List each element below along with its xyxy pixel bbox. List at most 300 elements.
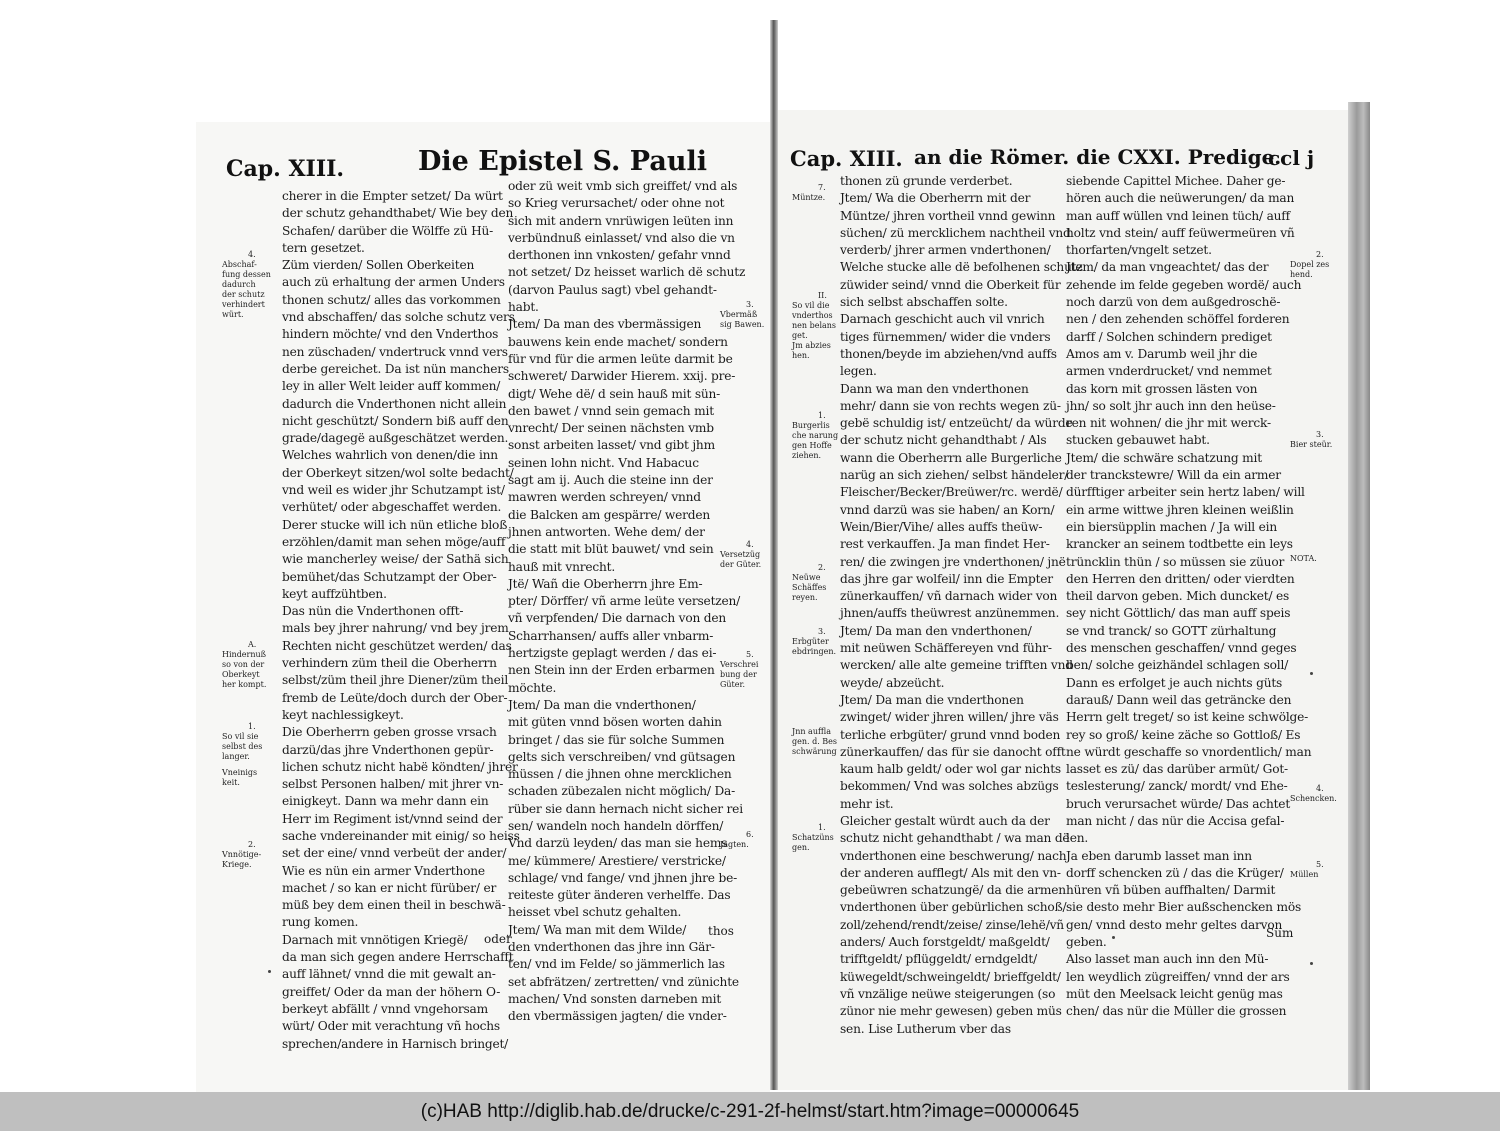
text-line: Jtem/ Wa man mit dem Wilde/ [508,922,687,937]
margin-note-line: selbst des [222,742,263,751]
margin-note [720,300,764,330]
text-line: das jhre gar wolfeil/ inn die Empter [840,571,1053,586]
margin-note [222,722,262,762]
margin-note [222,640,266,690]
text-line: so Krieg verursachet/ oder ohne not [508,196,725,211]
text-line: wann die Oberherrn alle Burgerliche [840,450,1062,465]
margin-note-number: 5. [1316,860,1324,869]
margin-note-line: So vil die [792,301,830,310]
text-line: Jtem/ da man vngeachtet/ das der [1066,260,1269,275]
text-line: mawren werden schreyen/ vnnd [508,490,701,505]
text-line: jhn/ so solt jhr auch inn den heüse- [1066,398,1276,413]
text-line: Amos am v. Darumb weil jhr die [1066,346,1258,361]
text-line: darzü/das jhre Vnderthonen gepür- [282,742,494,757]
text-line: man nicht / das nür die Accisa gefal- [1066,813,1285,828]
print-speck [268,970,271,973]
text-line: Fleischer/Becker/Breüwer/rc. werdë/ [840,485,1063,500]
text-line: stucken gebauwet habt. [1066,433,1210,448]
right-header-title: an die Römer. die CXXI. Predige. [914,145,1282,169]
text-line: chen/ das nür die Müller die grossen [1066,1004,1287,1019]
text-line: thorfarten/vngelt setzet. [1066,243,1212,258]
margin-note [1290,554,1317,564]
margin-note-line: Hindernuß [222,650,267,659]
text-line: keyt auffzühtben. [282,586,387,601]
text-line: derthonen inn vnkosten/ gefahr vnnd [508,248,731,263]
text-line: selbst/züm theil jhre Diener/züm theil [282,673,509,688]
text-line: zünor nie mehr gewesen) geben müs [840,1004,1062,1019]
text-line: seinen lohn nicht. Vnd Habacuc [508,455,699,470]
text-line: Scharrhansen/ auffs aller vnbarm- [508,628,714,643]
margin-note-line: Oberkeyt [222,670,260,679]
text-line: da man sich gegen andere Herrschafft [282,950,514,965]
margin-note-number: 1. [818,411,826,420]
right-header-chapter: Cap. XIII. [790,146,903,171]
text-line: grade/dagegë außgeschätzet werden. [282,431,509,446]
margin-note-line: Neüwe [792,573,821,582]
margin-note-line: dadurch [222,280,256,289]
text-line: weyde/ abzeücht. [840,675,945,690]
text-line: Das nün die Vnderthonen offt- [282,604,464,619]
text-line: dadurch die Vnderthonen nicht allein [282,396,507,411]
left-catchword-1: oder [484,932,512,946]
margin-note-line: gen Hoffe [792,441,832,450]
text-line: mehr/ dann sie von rechts wegen zü- [840,398,1061,413]
text-line: den bawet / vnnd sein gemach mit [508,403,714,418]
text-line: Herrn gelt treget/ so ist keine schwölge- [1066,710,1309,725]
text-line: berkeyt abfällt / vnnd vngehorsam [282,1001,488,1016]
text-line: ren/ die zwingen jre vnderthonen/ jnë [840,554,1066,569]
copyright-footer: (c)HAB http://diglib.hab.de/drucke/c-291-2f-helmst/start.htm?image=00000645 [0,1092,1500,1131]
text-line: anders/ Auch forstgeldt/ maßgeldt/ [840,935,1050,950]
text-line: zünerkauffen/ vñ darnach wider von [840,589,1058,604]
right-inner-margin-notes [1290,250,1346,900]
text-line: sen. Lise Lutherum vber das [840,1021,1011,1036]
text-line: tern gesetzet. [282,240,365,255]
text-line: len. [1066,831,1089,846]
book-gutter [770,20,778,1090]
text-line: schlage/ vnd fange/ vnd jhnen jhre be- [508,870,738,885]
right-catchword: Sum [1266,926,1294,940]
text-line: heisset vbel schutz gehalten. [508,905,682,920]
text-line: ren nit wohnen/ die jhr mit werck- [1066,416,1271,431]
text-line: hindern möchte/ vnd den Vnderthos [282,327,499,342]
margin-note-line: sig Bawen. [720,320,765,329]
text-line: Jtem/ Da man die vnderthonen [840,692,1024,707]
margin-note-line: Dopel zes [1290,260,1330,269]
margin-note-number: 7. [818,183,826,192]
text-line: mals bey jhrer nahrung/ vnd bey jrem [282,621,509,636]
margin-note-line: Burgerlis [792,421,830,430]
margin-note-line: verhindert [222,300,265,309]
margin-note [720,650,758,690]
text-line: der Oberkeyt sitzen/wol solte bedacht/ [282,465,514,480]
text-line: nen / den zehenden schöffel forderen [1066,312,1290,327]
margin-note-line: Kriege. [222,860,252,869]
text-line: ley in aller Welt leider auff kommen/ [282,379,501,394]
text-line: des menschen geschaffen/ vnnd geges [1066,641,1297,656]
margin-note-line: Vneinigs [222,768,258,777]
text-line: nen Stein inn der Erden erbarmen [508,663,715,678]
text-line: machet / so kan er nicht fürüber/ er [282,880,497,895]
text-line: nicht geschützt/ Sondern biß auff den [282,413,509,428]
margin-note [720,830,754,850]
text-line: dürfftiger arbeiter sein hertz laben/ will [1066,485,1305,500]
margin-note-line: bung der [720,670,757,679]
margin-note-number: 4. [1316,784,1324,793]
text-line: not setzet/ Dz heisset warlich dë schutz [508,265,746,280]
margin-note [1290,250,1329,280]
text-line: bruch verursachet würde/ Das achtet [1066,796,1291,811]
text-line: ben/ solche geizhändel schlagen soll/ [1066,658,1289,673]
margin-note-line: vnderthos [792,311,833,320]
left-column-1 [282,188,520,1051]
text-line: zünerkauffen/ das für sie danocht offt [840,744,1066,759]
text-line: verbündnuß einlasset/ vnd also die vn [508,230,735,245]
text-line: Wein/Bier/Vihe/ alles auffs theüw- [840,519,1043,534]
text-line: bringet / das sie für solche Summen [508,732,725,747]
text-line: set abfrätzen/ zertretten/ vnd zünichte [508,974,739,989]
margin-note [222,250,271,320]
margin-note [1290,784,1337,804]
text-line: zehende im felde gegeben wordë/ auch [1066,277,1302,292]
text-line: mit güten vnnd bösen worten dahin [508,715,722,730]
text-line: machen/ Vnd sonsten darneben mit [508,991,722,1006]
text-line: jhnen antworten. Wehe dem/ der [508,524,705,539]
text-line: legen. [840,364,877,379]
margin-note-line: fung dessen [222,270,271,279]
text-line: jhnen/auffs theüwrest anzünemmen. [840,606,1060,621]
margin-note-line: gen. d. Bes [792,737,838,746]
text-line: terliche erbgüter/ grund vnnd boden [840,727,1061,742]
text-line: Jtem/ Da man die vnderthonen/ [508,697,696,712]
margin-note-number: 1. [818,823,826,832]
text-line: einigkeyt. Dann wa mehr dann ein [282,794,489,809]
right-outer-margin-notes [792,183,840,883]
text-line: armen vnderdrucket/ vnd nemmet [1066,364,1272,379]
margin-note-number: A. [248,640,257,649]
left-header-chapter: Cap. XIII. [226,156,345,182]
text-line: hören auch die neüwerungen/ da man [1066,191,1295,206]
print-speck [1310,672,1313,675]
text-line: vnd weil es wider jhr Schutzampt ist/ [282,483,505,498]
text-line: Ja eben darumb lasset man inn [1066,848,1252,863]
text-line: der schutz gehandthabet/ Wie bey den [282,206,514,221]
margin-note-line: Verschrei [720,660,759,669]
text-line: vñ vnzälige neüwe steigerungen (so [840,986,1056,1001]
text-line: rest verkauffen. Ja man findet Her- [840,537,1050,552]
text-line: Müntze/ jhren vortheil vnnd gewinn [840,208,1056,223]
margin-note [792,291,836,361]
text-line: me/ kümmere/ Arestiere/ verstricke/ [508,853,726,868]
text-line: kaum halb geldt/ oder wol gar nichts [840,762,1061,777]
text-line: den Herren den dritten/ oder vierdten [1066,571,1295,586]
text-line: len weydlich zügreiffen/ vnnd der ars [1066,969,1290,984]
margin-note [792,627,836,657]
margin-note-line: langer. [222,752,250,761]
text-line: theil darvon geben. Mich duncket/ es [1066,589,1290,604]
text-line: geben. [1066,935,1107,950]
text-line: greiffet/ Oder da man der höhern O- [282,984,501,999]
margin-note-line: Erbgüter [792,637,829,646]
text-line: noch darzü von dem außgedroschë- [1066,295,1281,310]
margin-note-line: Schäffes [792,583,827,592]
text-line: vnd abschaffen/ das solche schutz vers [282,310,515,325]
margin-note-line: ziehen. [792,451,822,460]
text-line: holtz vnd stein/ auff feüwermeüren vñ [1066,225,1295,240]
text-line: verhütet/ oder abgeschaffet werden. [282,500,502,515]
margin-note-line: Schatzüns [792,833,834,842]
margin-note-line: Jnn auffla [792,727,831,736]
text-line: Dann es erfolget je auch nichts güts [1066,675,1283,690]
margin-note-number: 6. [746,830,754,839]
margin-note-line: Jm abzies [792,341,831,350]
margin-note-number: 2. [818,563,826,572]
text-line: ein arme wittwe jhren kleinen weißlin [1066,502,1294,517]
margin-note-line: Müntze. [792,193,826,202]
text-line: oder zü weit vmb sich greiffet/ vnd als [508,179,738,193]
margin-note-line: ebdringen. [792,647,837,656]
text-line: Herr im Regiment ist/vnnd seind der [282,811,503,826]
margin-note-number: 3. [1316,430,1324,439]
text-line: sache vndereinander mit einig/ so heiss [282,828,520,843]
margin-note [1290,430,1332,450]
text-line: tiges fürnemmen/ wider die vnders [840,329,1051,344]
text-line: vnnd darzü was sie haben/ an Korn/ [840,502,1055,517]
margin-note-line: gen. [792,843,810,852]
text-line: set der eine/ vnnd verbeüt der ander/ [282,846,507,861]
text-line: erzöhlen/damit man sehen möge/auff [282,534,506,549]
text-line: Jtë/ Wañ die Oberherrn jhre Em- [508,576,703,591]
left-outer-margin-notes [222,240,282,940]
text-line: müssen / die jhnen ohne mercklichen [508,767,732,782]
text-line: Darnach geschicht auch vil vnrich [840,312,1045,327]
text-line: den vbermässigen jagten/ die vnder- [508,1009,727,1024]
margin-note-line: schwärung [792,747,837,756]
margin-note-line: her kompt. [222,680,267,689]
text-line: nen züschaden/ vndertruck vnnd vers [282,344,508,359]
text-line: lasset es zü/ das darüber armüt/ Got- [1066,762,1288,777]
margin-note [1290,860,1324,880]
text-line: gelts sich verschreiben/ vnd gütsagen [508,749,736,764]
text-line: pter/ Dörffer/ vñ arme leüte versetzen/ [508,594,741,609]
text-line: Also lasset man auch inn den Mü- [1066,952,1269,967]
text-line: bauwens kein ende machet/ sondern [508,334,728,349]
text-line: wie mancherley weise/ der Sathä sich [282,552,509,567]
text-line: gebë schuldig ist/ entzeücht/ da würde [840,416,1073,431]
text-line: ne würdt geschaffe so vnordentlich/ man [1066,744,1312,759]
text-line: die Balcken am gespärre/ werden [508,507,711,522]
text-line: gebeüwren schatzungë/ da die armen [840,883,1066,898]
text-line: trifftgeldt/ pflüggeldt/ erndgeldt/ [840,952,1037,967]
text-line: (darvon Paulus sagt) vbel gehandt- [508,282,717,297]
right-column-1 [840,173,1083,1036]
text-line: darff / Solchen schindern prediget [1066,329,1272,344]
text-line: bekommen/ Vnd was solches abzügs [840,779,1059,794]
text-line: müß bey dem einen theil in beschwä- [282,898,506,913]
text-line: Dann wa man den vnderthonen [840,381,1029,396]
text-line: thonen schutz/ alles das vorkommen [282,292,501,307]
margin-note-line: Müllen [1290,870,1319,879]
text-line: Wie es nün ein armer Vnderthone [282,863,485,878]
margin-note [792,823,834,853]
margin-note-number: 3. [746,300,754,309]
text-line: Züm vierden/ Sollen Oberkeiten [282,258,475,273]
margin-note-line: Abschaf- [222,260,257,269]
text-line: Rechten nicht geschützet werden/ das [282,638,512,653]
text-line: Jtem/ Da man den vnderthonen/ [840,623,1032,638]
text-line: sey nicht Göttlich/ das man auff speis [1066,606,1291,621]
text-line: mehr ist. [840,796,894,811]
text-line: schaden zübezalen nicht möglich/ Da- [508,784,736,799]
text-line: cherer in die Empter setzet/ Da würt [282,189,503,203]
text-line: se vnd tranck/ so GOTT zürhaltung [1066,623,1277,638]
text-line: die statt mit blüt bauwet/ vnd sein [508,542,714,557]
margin-note [792,727,837,757]
text-line: sonst arbeiten lasset/ vnd gibt jhm [508,438,715,453]
margin-note-line: che narung [792,431,839,440]
text-line: Die Oberherrn geben grosse vrsach [282,725,497,740]
right-folio: ccl j [1268,146,1315,170]
text-line: siebende Capittel Michee. Daher ge- [1066,174,1286,188]
text-line: auff lähnet/ vnnd die mit gewalt an- [282,967,496,982]
margin-note-line: NOTA. [1290,554,1317,563]
text-line: Welches wahrlich von denen/die inn [282,448,498,463]
margin-note-line: Versetzüg [720,550,761,559]
margin-note-line: keit. [222,778,240,787]
text-line: krancker an seinem todtbette ein leys [1066,537,1293,552]
margin-note-line: hen. [792,351,810,360]
margin-note [792,411,838,461]
text-line: Jtem/ Da man des vbermässigen [508,317,702,332]
text-line: verhindern züm theil die Oberherrn [282,656,497,671]
text-line: rüber sie dann hernach nicht sicher rei [508,801,743,816]
text-line: der anderen aufflegt/ Als mit den vn- [840,865,1061,880]
margin-note-number: 3. [818,627,826,636]
margin-note-line: Vnnötige- [222,850,262,859]
text-line: bemühet/das Schutzampt der Ober- [282,569,497,584]
text-line: auch zü erhaltung der armen Unders [282,275,505,290]
text-line: darauß/ Dann weil das geträncke den [1066,692,1292,707]
text-line: der tranckstewre/ Will da ein armer [1066,468,1281,483]
text-line: zwinget/ wider jhren willen/ jhre väs [840,710,1059,725]
text-line: Gleicher gestalt würdt auch da der [840,813,1050,828]
text-line: vnrecht/ Der seinen nächsten vmb [508,421,714,436]
margin-note-line: würt. [222,310,244,319]
text-line: lichen schutz nicht habë köndten/ jhrer [282,759,518,774]
text-line: süchen/ zü mercklichem nachtheil vnd [840,225,1071,240]
left-header-title: Die Epistel S. Pauli [418,146,708,177]
text-line: teslesterung/ zanck/ mordt/ vnd Ehe- [1066,779,1288,794]
text-line: für vnd für die armen leüte darmit be [508,351,733,366]
text-line: digt/ Wehe dë/ d sein hauß mit sün- [508,386,721,401]
text-line: verderb/ jhrer armen vnderthonen/ [840,243,1051,258]
margin-note-number: 2. [248,840,256,849]
text-line: sprechen/andere in Harnisch bringet/ [282,1036,509,1051]
text-line: vnderthonen eine beschwerung/ nach [840,848,1067,863]
text-line: schutz nicht gehandthabt / wa man dë [840,831,1070,846]
margin-note [720,540,761,570]
text-line: müt den Meelsack leicht genüg mas [1066,986,1283,1001]
margin-note-line: hend. [1290,270,1313,279]
margin-note-number: 5. [746,650,754,659]
text-line: selbst Personen halben/ mit jhrer vn- [282,777,504,792]
text-line: keyt nachlessigkeyt. [282,707,404,722]
margin-note-line: So vil sie [222,732,259,741]
text-line: habt. [508,300,539,315]
margin-note-line: Schencken. [1290,794,1337,803]
margin-note-number: 1. [248,722,256,731]
margin-note [792,563,826,603]
page-edge [1348,102,1370,1090]
margin-note-line: Bier steür. [1290,440,1333,449]
text-line: rey so groß/ keine zäche so Gottloß/ Es [1066,727,1301,742]
margin-note-line: reyen. [792,593,818,602]
text-line: Vnd darzü leyden/ das man sie hems [508,836,728,851]
text-line: zoll/zehend/rendt/zeise/ zinse/lehë/vñ [840,917,1064,932]
text-line: Jtem/ die schwäre schatzung mit [1066,450,1262,465]
margin-note-line: so von der [222,660,265,669]
text-line: der schutz nicht gehandthabt / Als [840,433,1047,448]
margin-note-line: nen belans [792,321,837,330]
text-line: ten/ vnd im Felde/ so jämmerlich las [508,957,725,972]
margin-note [222,768,257,788]
left-inner-margin-notes [720,190,770,890]
text-line: küwegeldt/schweingeldt/ brieffgeldt/ [840,969,1061,984]
text-line: würt/ Oder mit verachtung vñ hochs [282,1019,500,1034]
margin-note [792,183,826,203]
text-line: das korn mit grossen lästen von [1066,381,1258,396]
text-line: trüncklin thün / so müssen sie züuor [1066,554,1285,569]
text-line: derbe gereichet. Da ist nün manchers [282,361,509,376]
text-line: gen/ vnnd desto mehr geltes darvon [1066,917,1283,932]
text-line: züwider seind/ vnnd die Oberkeit für [840,277,1061,292]
margin-note [222,840,261,870]
margin-note-line: get. [792,331,808,340]
margin-note-number: 4. [248,250,256,259]
text-line: narüg an sich ziehen/ selbst händeler/ [840,468,1069,483]
text-line: man auff wüllen vnd leinen tüch/ auff [1066,208,1290,223]
text-line: sen/ wandeln noch handeln dörffen/ [508,818,724,833]
text-line: thonen/beyde im abziehen/vnd auffs [840,346,1057,361]
text-line: schweret/ Darwider Hierem. xxij. pre- [508,369,736,384]
text-line: dorff schencken zü / das die Krüger/ [1066,865,1284,880]
text-line: sich selbst abschaffen solte. [840,295,1008,310]
margin-note-number: 2. [1316,250,1324,259]
margin-note-number: II. [818,291,827,300]
text-line: sich mit andern vnrüwigen leüten inn [508,213,734,228]
text-line: vnderthonen über gebürlichen schoß/ [840,900,1067,915]
text-line: Derer stucke will ich nün etliche bloß [282,517,508,532]
text-line: rung komen. [282,915,359,930]
margin-note-number: 4. [746,540,754,549]
text-line: sie desto mehr Bier außschencken mös [1066,900,1302,915]
margin-note-line: der Güter. [720,560,762,569]
text-line: Jtem/ Wa die Oberherrn mit der [840,191,1031,206]
text-line: hertzigste geplagt werden / das ei- [508,646,717,661]
text-line: Welche stucke alle dë befolhenen schutz [840,260,1083,275]
text-line: möchte. [508,680,557,695]
text-line: mit neüwen Schäffereyen vnd führ- [840,641,1052,656]
text-line: Schafen/ darüber die Wölffe zü Hü- [282,223,494,238]
text-line: reiteste güter änderen verhelffe. Das [508,888,731,903]
text-line: wercken/ alle alte gemeine trifften vnd [840,658,1073,673]
text-line: Darnach mit vnnötigen Kriegë/ [282,932,468,947]
text-line: sagt am ij. Auch die steine inn der [508,473,713,488]
text-line: ein biersüpplin machen / Ja will ein [1066,519,1277,534]
text-line: hauß mit vnrecht. [508,559,616,574]
print-speck [1112,936,1115,939]
left-catchword-2: thos [708,924,734,938]
